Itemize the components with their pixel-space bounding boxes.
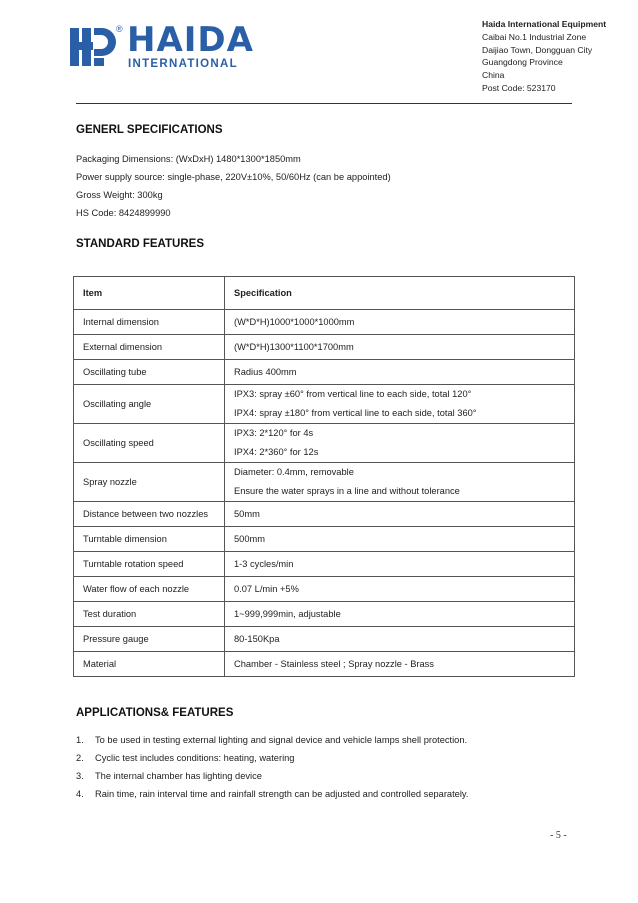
- row-spec: [225, 552, 575, 577]
- table-row: [74, 602, 575, 627]
- spec-line: Gross Weight: 300kg: [76, 190, 163, 200]
- spec-text: Diameter: 0.4mm, removable: [234, 467, 354, 477]
- spec-text: IPX3: spray ±60° from vertical line to each side, total 120°: [234, 389, 472, 399]
- address-line: Caibai No.1 Industrial Zone: [482, 31, 587, 42]
- row-item: Turntable dimension: [74, 527, 225, 552]
- list-item: [76, 749, 468, 767]
- registered-mark: ®: [116, 24, 123, 34]
- table-row: [74, 385, 575, 424]
- spec-text: 500mm: [234, 533, 266, 544]
- list-number: 2.: [76, 753, 84, 763]
- row-item: Material: [74, 652, 225, 677]
- table-row: [74, 424, 575, 463]
- table-row: [74, 652, 575, 677]
- haida-logo-icon: [70, 24, 116, 70]
- spec-text: 1-3 cycles/min: [234, 558, 294, 569]
- spec-text: (W*D*H)1000*1000*1000mm: [234, 316, 355, 327]
- list-text: Rain time, rain interval time and rainfall strength can be adjusted and controlled separately.: [95, 789, 469, 799]
- column-header-specification: Specification: [225, 277, 575, 310]
- row-spec: [225, 310, 575, 335]
- row-item: Test duration: [74, 602, 225, 627]
- list-number: 3.: [76, 771, 84, 781]
- row-item: Turntable rotation speed: [74, 552, 225, 577]
- company-logo: [70, 20, 254, 76]
- row-item: Distance between two nozzles: [74, 502, 225, 527]
- address-line: Daijiao Town, Dongguan City: [482, 44, 593, 55]
- spec-text: Radius 400mm: [234, 366, 297, 377]
- standard-features-title: STANDARD FEATURES: [76, 238, 204, 250]
- list-text: To be used in testing external lighting and signal device and vehicle lamps shell protection.: [95, 735, 468, 745]
- row-spec: [225, 577, 575, 602]
- page-number: - 5 -: [550, 830, 567, 841]
- list-number: 1.: [76, 735, 84, 745]
- company-address: [482, 18, 606, 95]
- row-item: Oscillating speed: [74, 424, 225, 463]
- list-text: Cyclic test includes conditions: heating, watering: [95, 753, 295, 763]
- row-item: Internal dimension: [74, 310, 225, 335]
- list-item: [76, 731, 468, 749]
- spec-text: Chamber - Stainless steel ; Spray nozzle - Brass: [234, 658, 434, 669]
- row-item: External dimension: [74, 335, 225, 360]
- header-divider: [76, 103, 572, 104]
- spec-line: Power supply source: single-phase, 220V±10%, 50/60Hz (can be appointed): [76, 172, 391, 182]
- table-header-row: [74, 277, 575, 310]
- spec-text: 0.07 L/min +5%: [234, 583, 299, 594]
- spec-text: (W*D*H)1300*1100*1700mm: [234, 341, 354, 352]
- column-header-item: Item: [74, 277, 225, 310]
- spec-text: 50mm: [234, 508, 260, 519]
- spec-line: Packaging Dimensions: (WxDxH) 1480*1300*1850mm: [76, 154, 301, 164]
- spec-text: Ensure the water sprays in a line and without tolerance: [234, 486, 460, 496]
- table-row: [74, 552, 575, 577]
- row-spec: [225, 652, 575, 677]
- row-spec: [225, 360, 575, 385]
- table-row: [74, 577, 575, 602]
- logo-subtext: INTERNATIONAL: [128, 58, 238, 70]
- table-row: [74, 463, 575, 502]
- row-spec: [225, 527, 575, 552]
- row-item: Spray nozzle: [74, 463, 225, 502]
- row-spec: [225, 627, 575, 652]
- table-row: [74, 502, 575, 527]
- table-row: [74, 627, 575, 652]
- general-specs-title: GENERL SPECIFICATIONS: [76, 124, 223, 136]
- list-item: [76, 767, 468, 785]
- row-spec: [225, 335, 575, 360]
- row-item: Water flow of each nozzle: [74, 577, 225, 602]
- table-row: [74, 360, 575, 385]
- applications-title: APPLICATIONS& FEATURES: [76, 707, 234, 719]
- address-line: Guangdong Province: [482, 57, 563, 68]
- table-row: [74, 527, 575, 552]
- applications-list: [76, 731, 468, 803]
- general-specs: [76, 150, 391, 222]
- row-spec: [225, 385, 575, 424]
- spec-text: 1~999,999min, adjustable: [234, 608, 341, 619]
- row-spec: [225, 424, 575, 463]
- row-item: Oscillating angle: [74, 385, 225, 424]
- address-line: Post Code: 523170: [482, 82, 556, 93]
- logo-wordmark: HAIDA: [127, 20, 254, 60]
- spec-text: IPX4: 2*360° for 12s: [234, 447, 319, 457]
- row-spec: [225, 463, 575, 502]
- row-spec: [225, 502, 575, 527]
- standard-features-table: [73, 276, 575, 677]
- list-item: [76, 785, 468, 803]
- table-row: [74, 310, 575, 335]
- spec-line: HS Code: 8424899990: [76, 208, 171, 218]
- list-number: 4.: [76, 789, 84, 799]
- row-item: Pressure gauge: [74, 627, 225, 652]
- address-company: Haida International Equipment: [482, 19, 607, 29]
- list-text: The internal chamber has lighting device: [95, 771, 262, 781]
- row-spec: [225, 602, 575, 627]
- spec-text: IPX4: spray ±180° from vertical line to each side, total 360°: [234, 408, 477, 418]
- row-item: Oscillating tube: [74, 360, 225, 385]
- address-line: China: [482, 70, 505, 81]
- spec-text: 80-150Kpa: [234, 633, 280, 644]
- table-row: [74, 335, 575, 360]
- spec-text: IPX3: 2*120° for 4s: [234, 428, 314, 438]
